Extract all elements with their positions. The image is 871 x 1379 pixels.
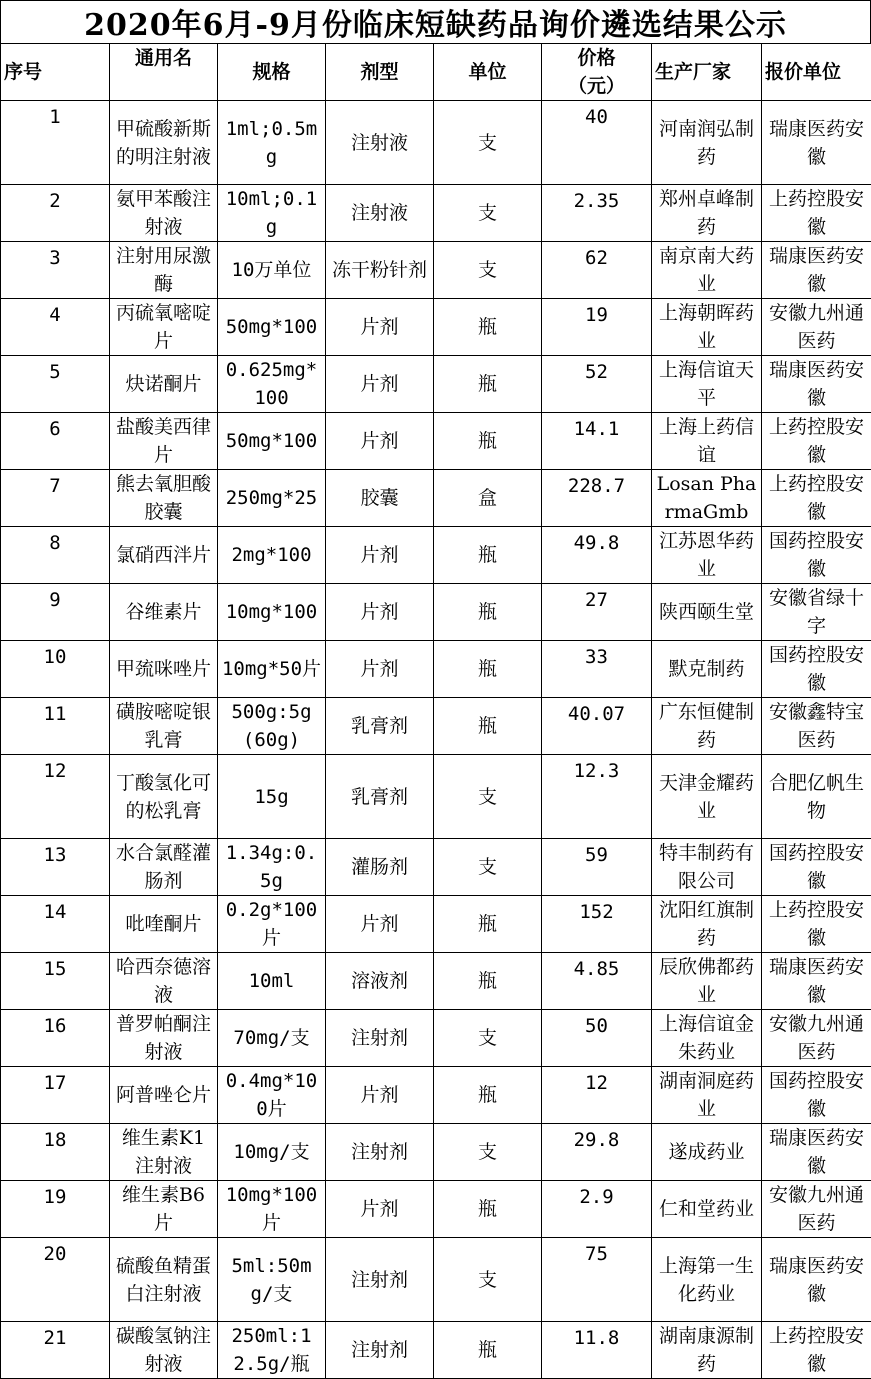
cell-price: 52 <box>542 356 652 413</box>
cell-seq: 20 <box>1 1238 110 1322</box>
cell-price: 11.8 <box>542 1322 652 1379</box>
cell-seq: 16 <box>1 1010 110 1067</box>
cell-seq: 19 <box>1 1181 110 1238</box>
cell-seq: 17 <box>1 1067 110 1124</box>
cell-supplier: 上药控股安徽 <box>762 1322 871 1379</box>
table-row <box>1 1067 871 1124</box>
cell-spec: 10ml <box>218 953 326 1010</box>
cell-supplier: 国药控股安徽 <box>762 641 871 698</box>
cell-form: 片剂 <box>326 413 434 470</box>
cell-name: 水合氯醛灌肠剂 <box>110 839 218 896</box>
cell-supplier: 安徽省绿十字 <box>762 584 871 641</box>
cell-supplier: 上药控股安徽 <box>762 413 871 470</box>
cell-name: 维生素B6片 <box>110 1181 218 1238</box>
cell-seq: 7 <box>1 470 110 527</box>
cell-maker: 辰欣佛都药业 <box>652 953 762 1010</box>
cell-price: 40.07 <box>542 698 652 755</box>
cell-seq: 9 <box>1 584 110 641</box>
cell-seq: 3 <box>1 242 110 299</box>
cell-form: 乳膏剂 <box>326 755 434 839</box>
table-row <box>1 1010 871 1067</box>
cell-price: 2.9 <box>542 1181 652 1238</box>
cell-supplier: 上药控股安徽 <box>762 185 871 242</box>
table-row <box>1 755 871 839</box>
cell-unit: 瓶 <box>434 356 542 413</box>
cell-maker: 上海上药信谊 <box>652 413 762 470</box>
cell-spec: 250mg*25 <box>218 470 326 527</box>
cell-unit: 瓶 <box>434 698 542 755</box>
cell-unit: 瓶 <box>434 896 542 953</box>
header-maker: 生产厂家 <box>652 44 762 101</box>
cell-seq: 8 <box>1 527 110 584</box>
cell-supplier: 瑞康医药安徽 <box>762 1238 871 1322</box>
cell-seq: 2 <box>1 185 110 242</box>
cell-seq: 14 <box>1 896 110 953</box>
cell-form: 灌肠剂 <box>326 839 434 896</box>
results-table <box>0 43 871 1379</box>
cell-unit: 盒 <box>434 470 542 527</box>
cell-form: 胶囊 <box>326 470 434 527</box>
cell-name: 硫酸鱼精蛋白注射液 <box>110 1238 218 1322</box>
cell-name: 吡喹酮片 <box>110 896 218 953</box>
cell-spec: 15g <box>218 755 326 839</box>
cell-spec: 10mg*100 <box>218 584 326 641</box>
table-row <box>1 641 871 698</box>
cell-price: 4.85 <box>542 953 652 1010</box>
cell-maker: 河南润弘制药 <box>652 101 762 185</box>
cell-unit: 支 <box>434 185 542 242</box>
cell-unit: 瓶 <box>434 584 542 641</box>
cell-name: 甲硫酸新斯的明注射液 <box>110 101 218 185</box>
table-row <box>1 356 871 413</box>
cell-spec: 2mg*100 <box>218 527 326 584</box>
cell-price: 152 <box>542 896 652 953</box>
cell-name: 丁酸氢化可的松乳膏 <box>110 755 218 839</box>
cell-unit: 瓶 <box>434 299 542 356</box>
cell-name: 哈西奈德溶液 <box>110 953 218 1010</box>
cell-seq: 1 <box>1 101 110 185</box>
cell-unit: 支 <box>434 839 542 896</box>
cell-seq: 6 <box>1 413 110 470</box>
cell-form: 片剂 <box>326 896 434 953</box>
cell-maker: 特丰制药有限公司 <box>652 839 762 896</box>
cell-name: 阿普唑仑片 <box>110 1067 218 1124</box>
cell-unit: 支 <box>434 101 542 185</box>
table-row <box>1 896 871 953</box>
cell-name: 注射用尿激酶 <box>110 242 218 299</box>
cell-supplier: 安徽九州通医药 <box>762 299 871 356</box>
cell-name: 磺胺嘧啶银乳膏 <box>110 698 218 755</box>
table-row <box>1 1181 871 1238</box>
cell-name: 甲巯咪唑片 <box>110 641 218 698</box>
cell-maker: 上海信谊金朱药业 <box>652 1010 762 1067</box>
cell-form: 注射剂 <box>326 1322 434 1379</box>
cell-supplier: 瑞康医药安徽 <box>762 101 871 185</box>
header-seq: 序号 <box>1 44 110 101</box>
cell-supplier: 安徽九州通医药 <box>762 1010 871 1067</box>
cell-price: 59 <box>542 839 652 896</box>
cell-supplier: 国药控股安徽 <box>762 1067 871 1124</box>
cell-spec: 250ml:12.5g/瓶 <box>218 1322 326 1379</box>
cell-form: 注射液 <box>326 185 434 242</box>
cell-unit: 瓶 <box>434 1067 542 1124</box>
header-spec: 规格 <box>218 44 326 101</box>
header-form: 剂型 <box>326 44 434 101</box>
cell-seq: 21 <box>1 1322 110 1379</box>
cell-form: 注射液 <box>326 101 434 185</box>
cell-price: 12.3 <box>542 755 652 839</box>
cell-maker: 仁和堂药业 <box>652 1181 762 1238</box>
cell-form: 片剂 <box>326 527 434 584</box>
cell-maker: 南京南大药业 <box>652 242 762 299</box>
cell-supplier: 瑞康医药安徽 <box>762 953 871 1010</box>
cell-name: 氯硝西泮片 <box>110 527 218 584</box>
cell-price: 40 <box>542 101 652 185</box>
cell-name: 丙硫氧嘧啶片 <box>110 299 218 356</box>
cell-price: 27 <box>542 584 652 641</box>
cell-seq: 13 <box>1 839 110 896</box>
cell-maker: Losan PharmaGmb <box>652 470 762 527</box>
cell-price: 14.1 <box>542 413 652 470</box>
cell-name: 熊去氧胆酸胶囊 <box>110 470 218 527</box>
table-row <box>1 413 871 470</box>
cell-spec: 10ml;0.1g <box>218 185 326 242</box>
cell-supplier: 国药控股安徽 <box>762 527 871 584</box>
cell-form: 片剂 <box>326 584 434 641</box>
cell-supplier: 国药控股安徽 <box>762 839 871 896</box>
table-row <box>1 185 871 242</box>
cell-maker: 广东恒健制药 <box>652 698 762 755</box>
cell-form: 冻干粉针剂 <box>326 242 434 299</box>
cell-spec: 1ml;0.5mg <box>218 101 326 185</box>
cell-maker: 沈阳红旗制药 <box>652 896 762 953</box>
cell-supplier: 上药控股安徽 <box>762 896 871 953</box>
cell-price: 12 <box>542 1067 652 1124</box>
cell-price: 19 <box>542 299 652 356</box>
cell-spec: 500g:5g(60g) <box>218 698 326 755</box>
cell-maker: 郑州卓峰制药 <box>652 185 762 242</box>
cell-maker: 江苏恩华药业 <box>652 527 762 584</box>
header-row <box>1 44 871 101</box>
cell-spec: 70mg/支 <box>218 1010 326 1067</box>
header-name: 通用名 <box>110 44 218 101</box>
cell-price: 75 <box>542 1238 652 1322</box>
cell-unit: 瓶 <box>434 527 542 584</box>
cell-spec: 5ml:50mg/支 <box>218 1238 326 1322</box>
table-row <box>1 101 871 185</box>
table-row <box>1 470 871 527</box>
cell-spec: 0.4mg*100片 <box>218 1067 326 1124</box>
cell-maker: 湖南洞庭药业 <box>652 1067 762 1124</box>
cell-price: 29.8 <box>542 1124 652 1181</box>
cell-unit: 瓶 <box>434 413 542 470</box>
table-row <box>1 1238 871 1322</box>
cell-unit: 支 <box>434 242 542 299</box>
cell-price: 2.35 <box>542 185 652 242</box>
cell-supplier: 安徽鑫特宝医药 <box>762 698 871 755</box>
table-row <box>1 242 871 299</box>
cell-spec: 10万单位 <box>218 242 326 299</box>
table-row <box>1 1322 871 1379</box>
cell-seq: 10 <box>1 641 110 698</box>
cell-spec: 10mg*100片 <box>218 1181 326 1238</box>
cell-spec: 0.625mg*100 <box>218 356 326 413</box>
cell-name: 维生素K1注射液 <box>110 1124 218 1181</box>
cell-price: 62 <box>542 242 652 299</box>
header-supplier: 报价单位 <box>762 44 871 101</box>
cell-unit: 支 <box>434 755 542 839</box>
cell-seq: 12 <box>1 755 110 839</box>
cell-seq: 18 <box>1 1124 110 1181</box>
cell-supplier: 瑞康医药安徽 <box>762 356 871 413</box>
cell-price: 33 <box>542 641 652 698</box>
cell-name: 氨甲苯酸注射液 <box>110 185 218 242</box>
table-row <box>1 299 871 356</box>
cell-supplier: 瑞康医药安徽 <box>762 1124 871 1181</box>
header-price: 价格（元） <box>542 44 652 101</box>
cell-maker: 上海朝晖药业 <box>652 299 762 356</box>
cell-form: 片剂 <box>326 299 434 356</box>
cell-supplier: 瑞康医药安徽 <box>762 242 871 299</box>
cell-supplier: 安徽九州通医药 <box>762 1181 871 1238</box>
cell-price: 49.8 <box>542 527 652 584</box>
cell-form: 片剂 <box>326 1067 434 1124</box>
table-row <box>1 698 871 755</box>
cell-unit: 瓶 <box>434 1322 542 1379</box>
cell-name: 炔诺酮片 <box>110 356 218 413</box>
cell-unit: 瓶 <box>434 953 542 1010</box>
cell-spec: 10mg/支 <box>218 1124 326 1181</box>
cell-seq: 4 <box>1 299 110 356</box>
cell-maker: 湖南康源制药 <box>652 1322 762 1379</box>
cell-spec: 50mg*100 <box>218 299 326 356</box>
cell-form: 片剂 <box>326 1181 434 1238</box>
cell-name: 碳酸氢钠注射液 <box>110 1322 218 1379</box>
table-row <box>1 584 871 641</box>
cell-supplier: 上药控股安徽 <box>762 470 871 527</box>
table-row <box>1 1124 871 1181</box>
cell-form: 注射剂 <box>326 1238 434 1322</box>
cell-spec: 10mg*50片 <box>218 641 326 698</box>
cell-unit: 支 <box>434 1010 542 1067</box>
cell-maker: 默克制药 <box>652 641 762 698</box>
table-row <box>1 527 871 584</box>
cell-seq: 15 <box>1 953 110 1010</box>
cell-name: 谷维素片 <box>110 584 218 641</box>
cell-maker: 上海信谊天平 <box>652 356 762 413</box>
cell-spec: 1.34g:0.5g <box>218 839 326 896</box>
cell-name: 普罗帕酮注射液 <box>110 1010 218 1067</box>
cell-seq: 5 <box>1 356 110 413</box>
cell-supplier: 合肥亿帆生物 <box>762 755 871 839</box>
cell-maker: 天津金耀药业 <box>652 755 762 839</box>
table-row <box>1 839 871 896</box>
cell-maker: 遂成药业 <box>652 1124 762 1181</box>
cell-form: 乳膏剂 <box>326 698 434 755</box>
cell-form: 注射剂 <box>326 1124 434 1181</box>
header-unit: 单位 <box>434 44 542 101</box>
cell-price: 228.7 <box>542 470 652 527</box>
cell-spec: 0.2g*100片 <box>218 896 326 953</box>
cell-name: 盐酸美西律片 <box>110 413 218 470</box>
cell-maker: 陕西颐生堂 <box>652 584 762 641</box>
cell-seq: 11 <box>1 698 110 755</box>
cell-form: 注射剂 <box>326 1010 434 1067</box>
cell-unit: 支 <box>434 1238 542 1322</box>
cell-price: 50 <box>542 1010 652 1067</box>
cell-unit: 瓶 <box>434 641 542 698</box>
cell-unit: 支 <box>434 1124 542 1181</box>
cell-unit: 瓶 <box>434 1181 542 1238</box>
cell-maker: 上海第一生化药业 <box>652 1238 762 1322</box>
table-row <box>1 953 871 1010</box>
cell-form: 片剂 <box>326 356 434 413</box>
page-title: 2020年6月-9月份临床短缺药品询价遴选结果公示 <box>0 0 871 44</box>
cell-form: 溶液剂 <box>326 953 434 1010</box>
cell-form: 片剂 <box>326 641 434 698</box>
cell-spec: 50mg*100 <box>218 413 326 470</box>
